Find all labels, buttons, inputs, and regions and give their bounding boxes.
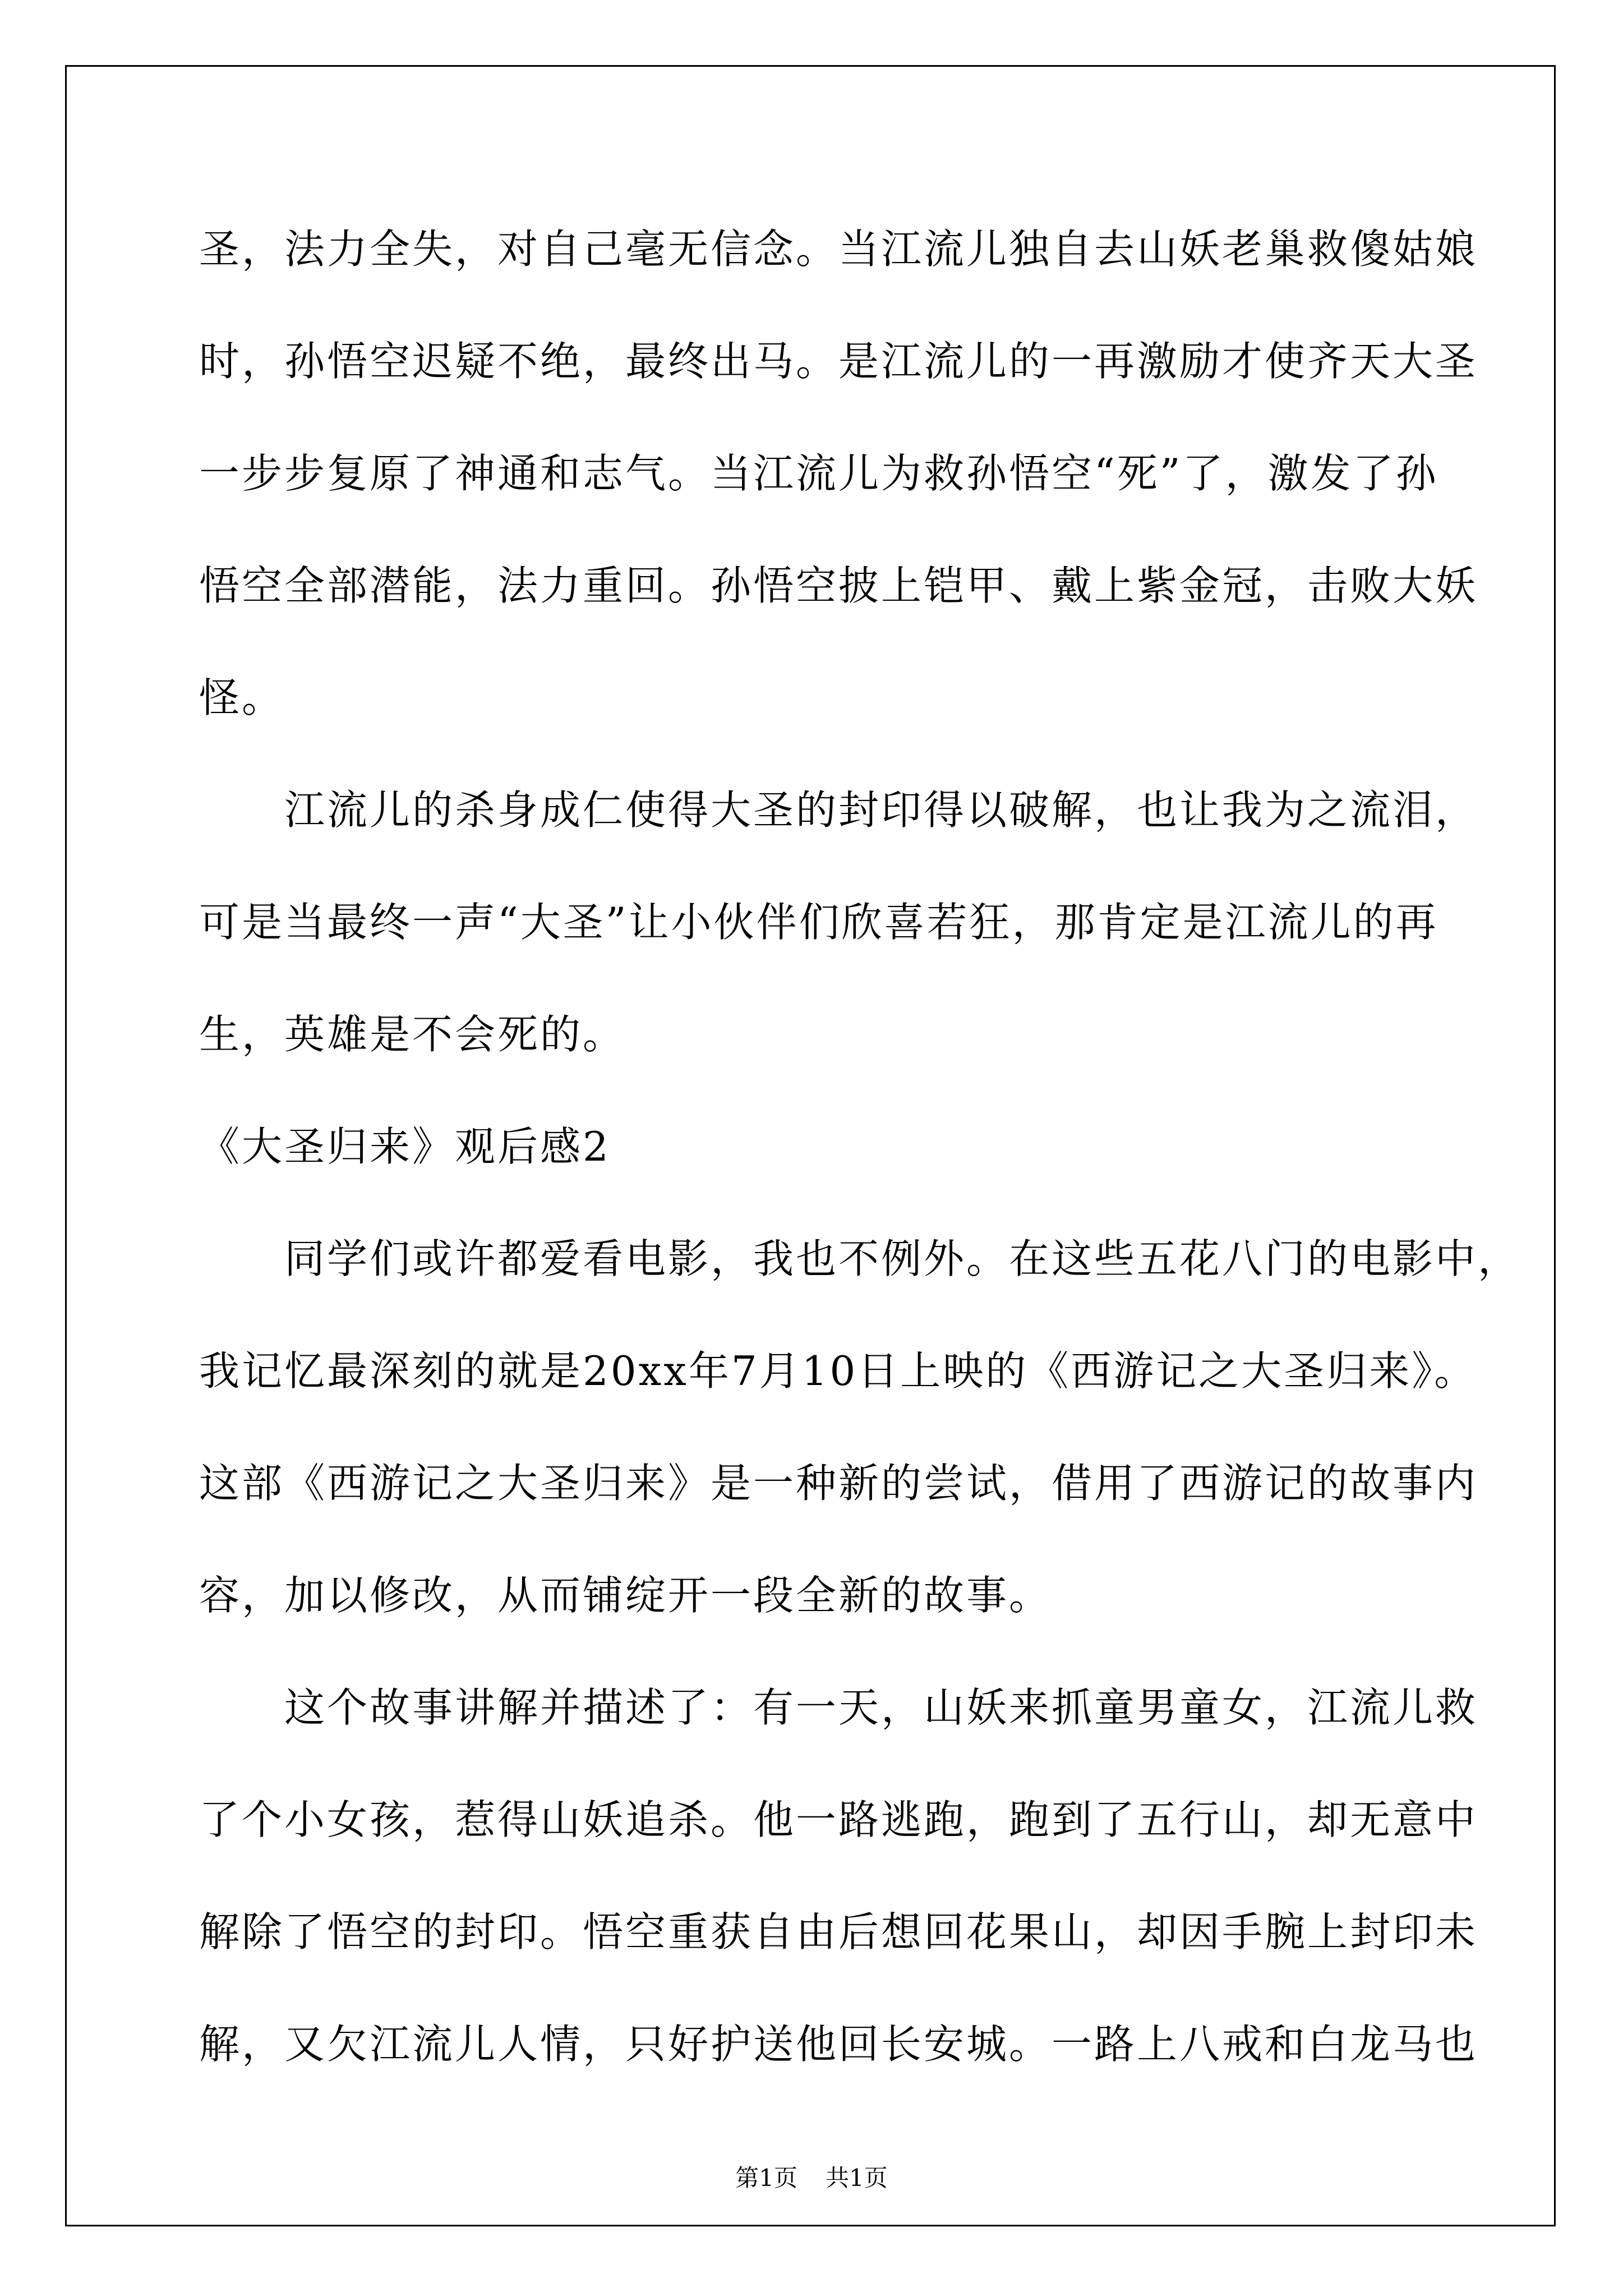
text-line: 怪。 <box>199 674 285 721</box>
text-line: 这个故事讲解并描述了：有一天，山妖来抓童男童女，江流儿救 <box>199 1684 1478 1731</box>
text-line: 生，英雄是不会死的。 <box>199 1011 626 1058</box>
text-line: 江流儿的杀身成仁使得大圣的封印得以破解，也让我为之流泪， <box>199 786 1478 834</box>
text-line: 悟空全部潜能，法力重回。孙悟空披上铠甲、戴上紫金冠，击败大妖 <box>199 562 1478 609</box>
text-line: 圣，法力全失，对自己毫无信念。当江流儿独自去山妖老巢救傻姑娘 <box>199 226 1478 273</box>
text-line: 可是当最终一声“大圣”让小伙伴们欣喜若狂，那肯定是江流儿的再 <box>199 899 1438 946</box>
page-number: 第1页 <box>735 2164 797 2192</box>
text-line: 容，加以修改，从而铺绽开一段全新的故事。 <box>199 1572 1052 1619</box>
page-total: 共1页 <box>826 2164 888 2192</box>
text-line: 时，孙悟空迟疑不绝，最终出马。是江流儿的一再激励才使齐天大圣 <box>199 338 1478 385</box>
text-line: 同学们或许都爱看电影，我也不例外。在这些五花八门的电影中， <box>199 1235 1521 1282</box>
text-line: 我记忆最深刻的就是20xx年7月10日上映的《西游记之大圣归来》。 <box>199 1347 1477 1395</box>
section-heading: 《大圣归来》观后感2 <box>199 1123 611 1170</box>
text-line: 这部《西游记之大圣归来》是一种新的尝试，借用了西游记的故事内 <box>199 1460 1478 1507</box>
page-footer <box>0 2166 1623 2190</box>
text-line: 解，又欠江流儿人情，只好护送他回长安城。一路上八戒和白龙马也 <box>199 2021 1478 2068</box>
text-line: 解除了悟空的封印。悟空重获自由后想回花果山，却因手腕上封印未 <box>199 1908 1478 1955</box>
text-line: 了个小女孩，惹得山妖追杀。他一路逃跑，跑到了五行山，却无意中 <box>199 1796 1478 1843</box>
text-line: 一步步复原了神通和志气。当江流儿为救孙悟空“死”了，激发了孙 <box>199 450 1438 497</box>
